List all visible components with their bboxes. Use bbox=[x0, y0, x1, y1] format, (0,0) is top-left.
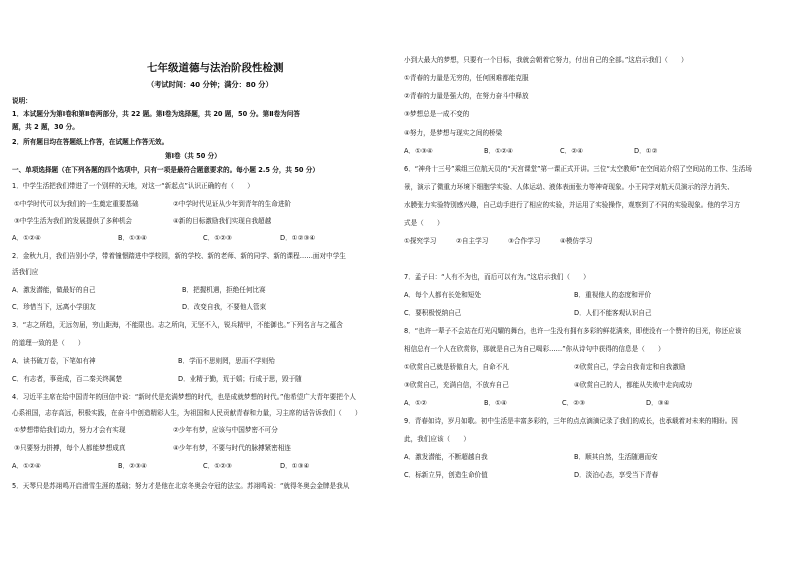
answer-option: C．②④ bbox=[560, 147, 584, 155]
statement-item: ④少年有梦，不要与时代的脉搏紧密相连 bbox=[173, 444, 292, 452]
question-stem: 此，我们应该（ ） bbox=[404, 435, 470, 443]
question-stem: 8．“也许一辈子不会站在灯光闪耀的舞台，也许一生没有拥有多彩的鲜花满来，即使没有一个赞许的目光，你还应该 bbox=[404, 327, 742, 335]
right-column bbox=[402, 0, 779, 561]
question-stem: 相信总有一个人在欣赏你，那就是自己为自己喝彩……”你从诗句中获得的信息是（ ） bbox=[404, 345, 665, 353]
question-stem: 5．天琴只是苏翊鸣开启滑雪生涯的基础；努力才是他在北京冬奥会夺冠的法宝。苏翊鸣说：“就得冬奥会金牌是我从 bbox=[12, 482, 350, 490]
answer-option: D．①② bbox=[634, 147, 658, 155]
statement-item: ④新的目标激励我们实现自我超越 bbox=[173, 217, 272, 225]
question-stem: 9．青春如诗，岁月如歌。初中生活是丰富多彩的，三年的点点滴滴记录了我们的成长，也承载着对未来的期盼。因 bbox=[404, 417, 738, 425]
answer-option: B．重视他人的态度和评价 bbox=[574, 291, 652, 299]
answer-option: ④模仿学习 bbox=[560, 237, 593, 245]
statement-item: ③只要努力拼搏，每个人都能梦想成真 bbox=[14, 444, 126, 452]
instructions-line: 1．本试题分为第Ⅰ卷和第Ⅱ卷两部分，共 22 题。第Ⅰ卷为选择题，共 20 题，50 分。第Ⅱ卷为问答 bbox=[12, 110, 300, 118]
answer-option: D．业精于勤，荒于嬉；行成于思，毁于随 bbox=[178, 375, 302, 383]
answer-option: ①探究学习 bbox=[404, 237, 437, 245]
answer-option: B．学而不思则罔，思而不学则殆 bbox=[178, 357, 275, 365]
question-stem: 景，演示了微重力环境下细胞学实验、人体运动、液体表面张力等神奇现象。小王同学对航天员演示的浮力消失、 bbox=[404, 183, 734, 191]
question-stem: 心系祖国，志存高远，积极实践，在奋斗中创造精彩人生，为祖国和人民贡献青春和力量，习主席的话告诉我们（ ） bbox=[12, 409, 362, 417]
answer-option: A．①③④ bbox=[404, 147, 433, 155]
page-title: 七年级道德与法治阶段性检测 bbox=[147, 62, 284, 74]
answer-option: A．激发潜能，做最好的自己 bbox=[12, 286, 96, 294]
answer-option: B．②③④ bbox=[118, 462, 147, 470]
left-column bbox=[10, 0, 387, 561]
answer-option: D．改变自我，不要他人管束 bbox=[182, 303, 267, 311]
question-stem: 式是（ ） bbox=[404, 219, 444, 227]
statement-item: ④欣赏自己的人，都能从失败中走向成功 bbox=[574, 381, 693, 389]
answer-option: C．①②③ bbox=[203, 234, 232, 242]
question-stem: 6．“神舟十三号”乘组三位航天员的“天宫课堂”第一课正式开讲。三位“太空教师”在空间站介绍了空间站的工作、生活场 bbox=[404, 165, 752, 173]
answer-option: D．淡泊心态，享受当下青春 bbox=[574, 471, 659, 479]
question-stem: 活我们应 bbox=[12, 268, 39, 276]
question-stem: 的道理一致的是（ ） bbox=[12, 339, 85, 347]
answer-option: A．①②④ bbox=[12, 234, 41, 242]
answer-option: B．顺其自然，生活随遇而安 bbox=[574, 453, 658, 461]
statement-item: ③梦想总是一成不变的 bbox=[404, 110, 470, 118]
statement-item: ③欣赏自己，充满自信，不放弃自己 bbox=[404, 381, 509, 389]
statement-item: ②欣赏自己，学会自我肯定和自我激励 bbox=[574, 363, 686, 371]
section-heading: 第Ⅰ卷（共 50 分） bbox=[165, 152, 221, 160]
answer-option: C．②③ bbox=[562, 399, 586, 407]
answer-option: D．人们不能客观认识自己 bbox=[574, 309, 652, 317]
answer-option: C．珍惜当下，远离小学朋友 bbox=[12, 303, 96, 311]
instructions-line: 2．所有题目均在答题纸上作答，在试题上作答无效。 bbox=[12, 138, 169, 146]
statement-item: ①中学时代可以为我们的一生奠定重要基础 bbox=[14, 200, 139, 208]
statement-item: ①欣赏自己就是骄傲自大，自命不凡 bbox=[404, 363, 509, 371]
question-stem: 水膜张力实验特别感兴趣，自己动手进行了相应的实验，并运用了实验操作，观察到了不同的实验现象。他的学习方 bbox=[404, 201, 741, 209]
answer-option: B．①②④ bbox=[484, 147, 513, 155]
answer-option: B．把握机遇，拒绝任何比赛 bbox=[182, 286, 266, 294]
answer-option: C．有志者，事竟成，百二秦关终属楚 bbox=[12, 375, 123, 383]
question-stem: 3．“志之所趋，无远勿届，穷山距海，不能限也。志之所向，无坚不入，锐兵精甲，不能御也。”下列名言与之蕴含 bbox=[12, 321, 343, 329]
answer-option: A．每个人都有长处和短处 bbox=[404, 291, 482, 299]
instructions-label: 说明： bbox=[12, 97, 32, 105]
statement-item: ①青春的力量是无穷的，任何困难都能克服 bbox=[404, 74, 529, 82]
question-stem: 小到大最大的梦想，只要有一个目标，我就会朝着它努力，付出自己的全部。”这启示我们（ ） bbox=[404, 56, 688, 64]
question-stem: 1．中学生活把我们带进了一个别样的天地，对这一“新起点”认识正确的有（ ） bbox=[12, 182, 254, 190]
answer-option: ②自主学习 bbox=[456, 237, 489, 245]
statement-item: ③中学生活为我们的发展提供了多种机会 bbox=[14, 217, 133, 225]
statement-item: ②中学时代见证从少年到青年的生命进阶 bbox=[173, 200, 292, 208]
answer-option: A．①② bbox=[404, 399, 427, 407]
statement-item: ①梦想带给我们动力，努力才会有实现 bbox=[14, 426, 126, 434]
instructions-line: 题，共 2 题，30 分。 bbox=[12, 123, 79, 131]
question-stem: 7．孟子曰：“人有不为也，而后可以有为。”这启示我们（ ） bbox=[404, 273, 590, 281]
statement-item: ②青春的力量是强大的，在努力奋斗中释放 bbox=[404, 92, 529, 100]
answer-option: C．标新立异，创造生命价值 bbox=[404, 471, 488, 479]
answer-option: D．①③④ bbox=[280, 462, 310, 470]
answer-option: C．要积极悦纳自己 bbox=[404, 309, 462, 317]
statement-item: ④努力，是梦想与现实之间的桥梁 bbox=[404, 129, 503, 137]
exam-subtitle: （考试时间：40 分钟；满分：80 分） bbox=[147, 80, 273, 89]
section-intro: 一、单项选择题（在下列各题的四个选项中，只有一项是最符合题意要求的。每小题 2.5 分，共 50 分） bbox=[12, 166, 319, 174]
statement-item: ②少年有梦，应该与中国梦密不可分 bbox=[173, 426, 278, 434]
answer-option: D．③④ bbox=[646, 399, 670, 407]
answer-option: A．激发潜能，不断超越自我 bbox=[404, 453, 488, 461]
answer-option: ③合作学习 bbox=[508, 237, 541, 245]
answer-option: D．①②③④ bbox=[280, 234, 316, 242]
question-stem: 2．金秋九月，我们告别小学，带着憧憬踏进中学校园，新的学校、新的老师、新的同学、新的课程……面对中学生 bbox=[12, 252, 346, 260]
answer-option: B．①③④ bbox=[118, 234, 147, 242]
question-stem: 4．习近平主席在给中国青年的回信中说：“新时代是充满梦想的时代，也是成就梦想的时代。”他希望广大青年要把个人 bbox=[12, 393, 357, 401]
answer-option: A．读书破万卷，下笔如有神 bbox=[12, 357, 96, 365]
answer-option: B．①④ bbox=[484, 399, 507, 407]
answer-option: A．①②④ bbox=[12, 462, 41, 470]
answer-option: C．①②③ bbox=[203, 462, 232, 470]
